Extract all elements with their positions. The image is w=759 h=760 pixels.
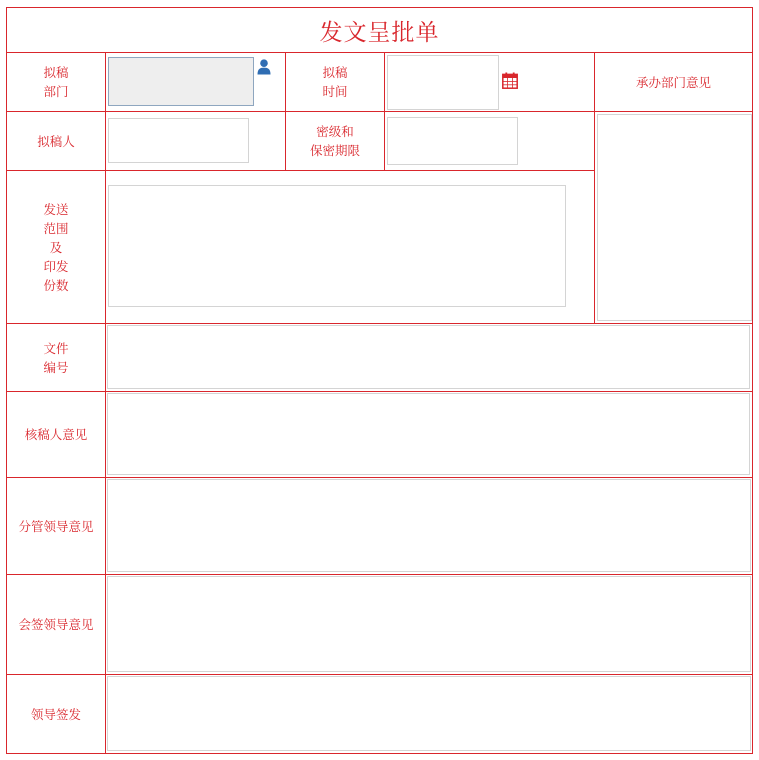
- drafter-field[interactable]: [108, 118, 249, 163]
- user-icon[interactable]: [257, 59, 271, 75]
- leader-in-charge-opinion-label: 分管领导意见: [18, 518, 94, 534]
- distribution-field[interactable]: [108, 185, 566, 307]
- label-line: 发送: [43, 201, 69, 217]
- grid-line: [7, 574, 752, 575]
- label-line: 保密期限: [309, 143, 360, 158]
- grid-line: [7, 323, 752, 324]
- reviewer-opinion-field[interactable]: [107, 393, 750, 475]
- countersign-opinion-field[interactable]: [107, 576, 751, 672]
- grid-line: [384, 52, 385, 170]
- grid-line: [105, 52, 106, 753]
- draft-time-field[interactable]: [387, 55, 499, 110]
- draft-dept-label: [7, 53, 105, 111]
- form-title: 发文呈批单: [319, 19, 440, 46]
- label-line: 密级和: [316, 124, 354, 139]
- reviewer-opinion-label: 核稿人意见: [24, 427, 88, 442]
- grid-line: [7, 477, 752, 478]
- draft-dept-field[interactable]: [108, 57, 254, 106]
- label-line: 时间: [322, 84, 348, 99]
- drafter-label: 拟稿人: [37, 133, 75, 149]
- secrecy-label: [286, 112, 384, 170]
- calendar-icon[interactable]: [502, 72, 518, 89]
- label-line: 文件: [43, 340, 69, 356]
- leader-in-charge-opinion-field[interactable]: [107, 479, 751, 572]
- label-line: 编号: [43, 359, 69, 375]
- label-line: 印发: [43, 258, 69, 274]
- leader-sign-label: 领导签发: [30, 706, 81, 722]
- distribution-label: [7, 171, 105, 323]
- countersign-opinion-label: 会签领导意见: [18, 617, 94, 632]
- leader-sign-field[interactable]: [107, 676, 751, 751]
- file-number-label: [7, 324, 105, 391]
- draft-time-label: [286, 53, 384, 111]
- handling-dept-opinion-field[interactable]: [597, 114, 752, 321]
- dispatch-approval-form: [6, 7, 753, 754]
- label-line: 范围: [43, 220, 69, 236]
- label-line: 及: [49, 239, 63, 255]
- label-line: 拟稿: [43, 65, 69, 80]
- label-line: 部门: [43, 84, 69, 99]
- label-line: 拟稿: [322, 65, 348, 80]
- grid-line: [7, 674, 752, 675]
- file-number-field[interactable]: [107, 325, 750, 389]
- label-line: 份数: [43, 277, 69, 293]
- secrecy-field[interactable]: [387, 117, 518, 165]
- handling-dept-opinion-label: 承办部门意见: [635, 74, 711, 90]
- grid-line: [7, 391, 752, 392]
